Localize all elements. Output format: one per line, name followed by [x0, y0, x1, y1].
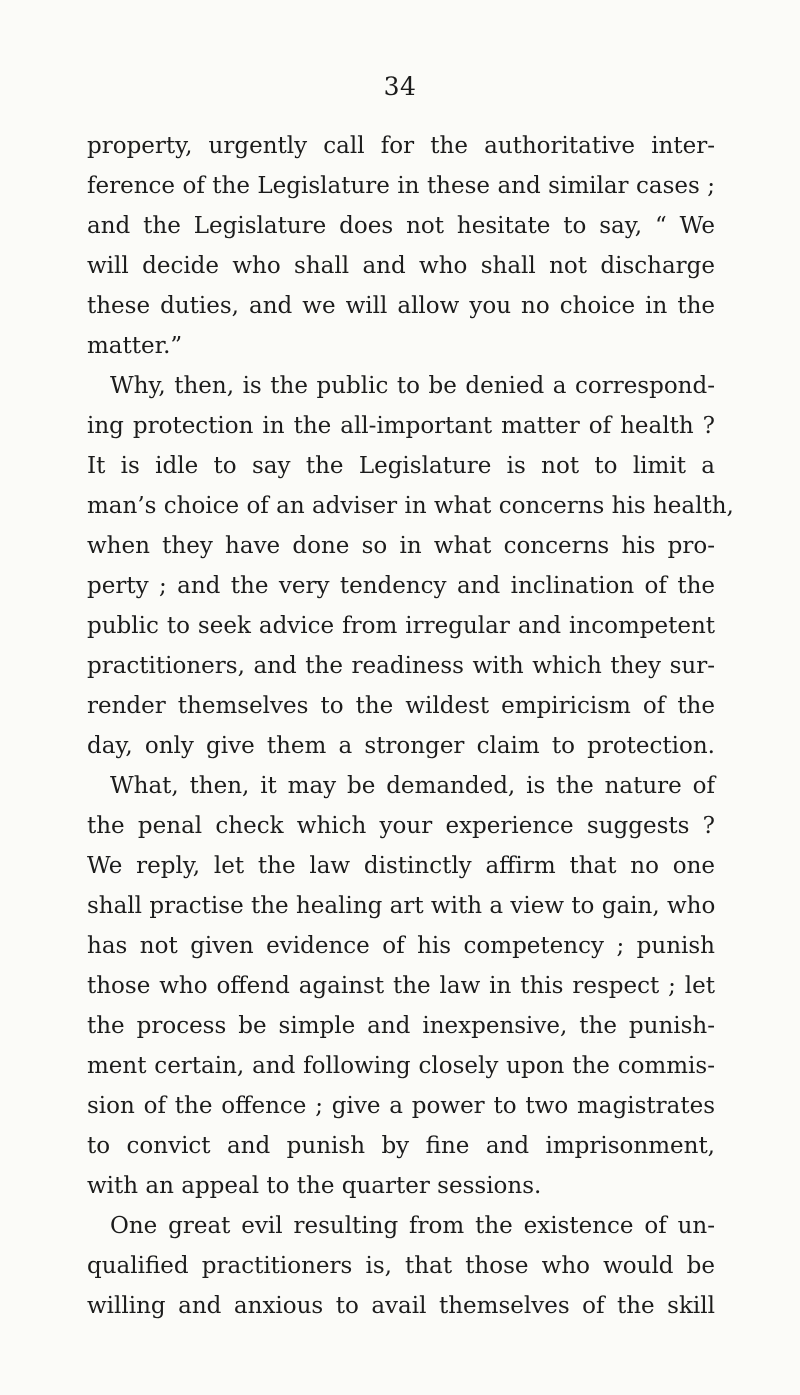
- paragraph-start-line: One great evil resulting from the existence of un-: [110, 1213, 715, 1239]
- text-line: sion of the offence ; give a power to two magistrates: [87, 1093, 715, 1119]
- paragraph-start-line: What, then, it may be demanded, is the nature of: [110, 773, 715, 799]
- text-line: those who offend against the law in this respect ; let: [87, 973, 715, 999]
- text-line: day, only give them a stronger claim to protection.: [87, 733, 715, 759]
- text-line: when they have done so in what concerns his pro-: [87, 533, 715, 559]
- text-line: perty ; and the very tendency and inclination of the: [87, 573, 715, 599]
- text-line: render themselves to the wildest empiricism of the: [87, 693, 715, 719]
- text-line: property, urgently call for the authoritative inter-: [87, 133, 715, 159]
- text-line: to convict and punish by fine and imprisonment,: [87, 1133, 715, 1159]
- text-line: ment certain, and following closely upon the commis-: [87, 1053, 715, 1079]
- page-number: 34: [383, 72, 417, 101]
- text-line: has not given evidence of his competency ; punish: [87, 933, 715, 959]
- text-line: We reply, let the law distinctly affirm that no one: [87, 853, 715, 879]
- text-line: ing protection in the all-important matter of health ?: [87, 413, 715, 439]
- text-line: ference of the Legislature in these and similar cases ;: [87, 173, 715, 199]
- text-line: the process be simple and inexpensive, the punish-: [87, 1013, 715, 1039]
- text-line: the penal check which your experience suggests ?: [87, 813, 715, 839]
- text-line: It is idle to say the Legislature is not to limit a: [87, 453, 715, 479]
- text-line: and the Legislature does not hesitate to say, “ We: [87, 213, 715, 239]
- text-line: willing and anxious to avail themselves of the skill: [87, 1293, 715, 1319]
- text-line: public to seek advice from irregular and incompetent: [87, 613, 715, 639]
- text-line: with an appeal to the quarter sessions.: [87, 1173, 542, 1199]
- text-line: practitioners, and the readiness with which they sur-: [87, 653, 715, 679]
- text-line: these duties, and we will allow you no choice in the: [87, 293, 715, 319]
- text-line: matter.”: [87, 333, 183, 359]
- text-line: man’s choice of an adviser in what concerns his health,: [87, 493, 734, 519]
- text-line: will decide who shall and who shall not discharge: [87, 253, 715, 279]
- paragraph-start-line: Why, then, is the public to be denied a correspond-: [110, 373, 715, 399]
- text-line: qualified practitioners is, that those who would be: [87, 1253, 715, 1279]
- text-line: shall practise the healing art with a view to gain, who: [87, 893, 716, 919]
